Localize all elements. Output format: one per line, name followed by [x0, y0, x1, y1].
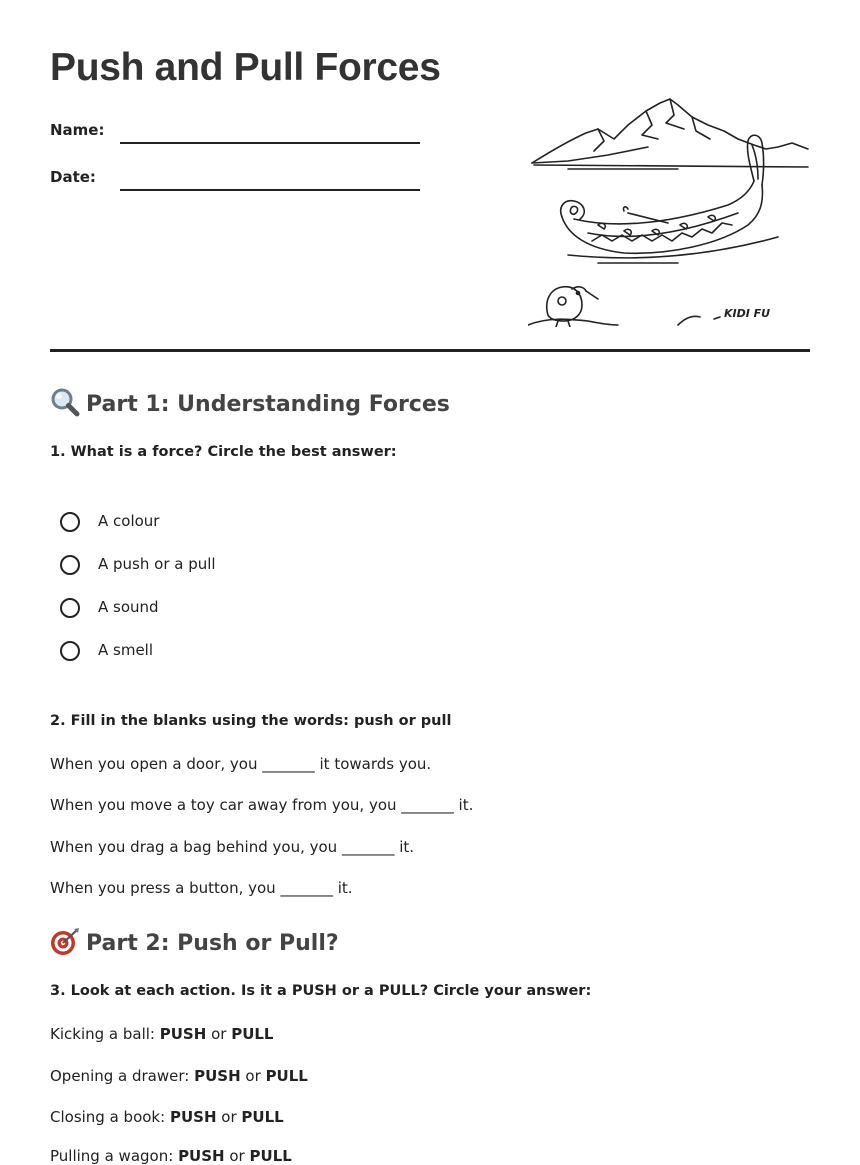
push-pull-item	[50, 1067, 308, 1085]
pull-choice[interactable]: PULL	[231, 1025, 274, 1043]
waka-canoe-illustration	[528, 95, 810, 327]
option-label: A smell	[98, 641, 154, 659]
pull-choice[interactable]: PULL	[265, 1067, 308, 1085]
fill-blank-sentence: When you press a button, you _______ it.	[50, 879, 353, 897]
fill-blank-sentence: When you move a toy car away from you, you _______ it.	[50, 796, 474, 814]
push-choice[interactable]: PUSH	[169, 1108, 217, 1126]
push-pull-item	[50, 1108, 284, 1126]
name-label: Name:	[50, 121, 105, 139]
push-choice[interactable]: PUSH	[178, 1147, 225, 1165]
pull-choice[interactable]: PULL	[249, 1147, 292, 1165]
page-title: Push and Pull Forces	[50, 46, 441, 89]
radio-circle[interactable]	[60, 598, 80, 618]
option-a-smell[interactable]	[60, 640, 460, 666]
question-1-prompt: 1. What is a force? Circle the best answer:	[50, 444, 397, 460]
option-label: A colour	[98, 512, 160, 530]
name-field	[50, 118, 450, 148]
push-pull-item	[50, 1147, 292, 1165]
magnifying-glass-icon	[50, 387, 80, 417]
name-writing-line[interactable]	[120, 142, 420, 144]
push-choice[interactable]: PUSH	[159, 1025, 207, 1043]
push-choice[interactable]: PUSH	[194, 1067, 241, 1085]
part1-heading	[50, 387, 450, 417]
question-3-prompt: 3. Look at each action. Is it a PUSH or a PULL? Circle your answer:	[50, 983, 592, 999]
part2-heading-text: Part 2: Push or Pull?	[86, 931, 339, 956]
radio-circle[interactable]	[60, 641, 80, 661]
radio-circle[interactable]	[60, 512, 80, 532]
date-writing-line[interactable]	[120, 189, 420, 191]
push-pull-item	[50, 1025, 274, 1043]
header-divider	[50, 349, 810, 352]
option-a-push-or-a-pull[interactable]	[60, 554, 460, 580]
action-label: Opening a drawer:	[50, 1067, 190, 1085]
question-2-prompt: 2. Fill in the blanks using the words: push or pull	[50, 713, 452, 729]
option-a-colour[interactable]	[60, 511, 460, 537]
part2-heading	[50, 926, 339, 956]
fill-blank-sentence: When you open a door, you _______ it towards you.	[50, 755, 432, 773]
option-label: A push or a pull	[98, 555, 216, 573]
action-label: Kicking a ball:	[50, 1025, 155, 1043]
artist-signature: KIDI FU	[724, 307, 771, 320]
fill-blank-sentence: When you drag a bag behind you, you _______ it.	[50, 838, 415, 856]
pull-choice[interactable]: PULL	[241, 1108, 284, 1126]
option-a-sound[interactable]	[60, 597, 460, 623]
or-text: or	[221, 1108, 237, 1126]
or-text: or	[245, 1067, 261, 1085]
action-label: Closing a book:	[50, 1108, 166, 1126]
date-field	[50, 165, 450, 195]
or-text: or	[229, 1147, 245, 1165]
option-label: A sound	[98, 598, 159, 616]
target-icon	[50, 926, 80, 956]
date-label: Date:	[50, 168, 96, 186]
action-label: Pulling a wagon:	[50, 1147, 174, 1165]
radio-circle[interactable]	[60, 555, 80, 575]
or-text: or	[211, 1025, 227, 1043]
part1-heading-text: Part 1: Understanding Forces	[86, 392, 450, 417]
